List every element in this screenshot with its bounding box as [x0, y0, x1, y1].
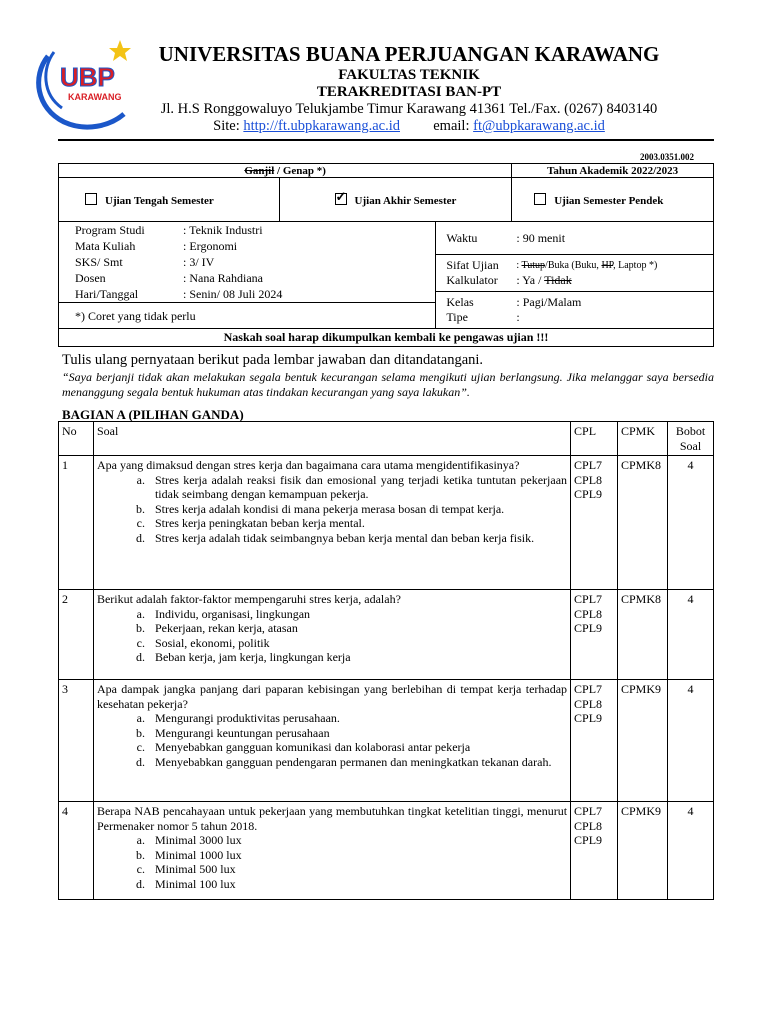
option-text: Stres kerja adalah tidak seimbangnya beban kerja mental dan beban kerja fisik. — [154, 530, 535, 545]
checkbox-checked-icon[interactable] — [335, 193, 347, 205]
cpl-code: CPL9 — [574, 711, 603, 725]
sifat-hp: HP — [601, 260, 614, 271]
logo-subtext: KARAWANG — [68, 92, 122, 102]
question-text: Apa dampak jangka panjang dari paparan kebisingan yang berlebihan di tempat kerja terhadap kesehatan pekerja? — [96, 682, 568, 711]
question-cpmk: CPMK9 — [618, 680, 668, 802]
question-content — [93, 590, 570, 680]
waktu-cell — [436, 222, 714, 255]
exam-type-uas[interactable] — [279, 178, 512, 222]
question-cpl — [571, 456, 618, 590]
option-item — [97, 848, 567, 863]
options-list — [97, 833, 567, 891]
doc-code: 2003.0351.002 — [640, 152, 694, 162]
email-link[interactable]: ft@ubpkarawang.ac.id — [473, 118, 605, 134]
question-row — [59, 680, 714, 802]
option-letter: b. — [135, 725, 145, 740]
options-list — [97, 607, 567, 665]
option-text: Stres kerja adalah reaksi fisik dan emosional yang terjadi ketika tuntutan pekerjaan tidak seimbang dengan kemampuan pekerja. — [154, 472, 568, 501]
question-number: 2 — [59, 590, 94, 680]
site-line — [0, 118, 768, 135]
cpl-code: CPL7 — [574, 682, 603, 696]
cpl-code: CPL8 — [574, 818, 603, 833]
exam-type-label: Ujian Tengah Semester — [105, 194, 214, 207]
kelas-value: : Pagi/Malam — [516, 295, 582, 309]
accreditation: TERAKREDITASI BAN-PT — [316, 84, 502, 100]
option-letter: d. — [135, 876, 145, 891]
option-letter: b. — [135, 621, 145, 635]
faculty-name: FAKULTAS TEKNIK — [338, 67, 480, 83]
option-letter: d. — [135, 754, 145, 769]
kalkulator-ya: : Ya / — [516, 273, 545, 287]
pledge-instruction: Tulis ulang pernyataan berikut pada lembar jawaban dan ditandatangani. — [62, 352, 484, 368]
site-label: Site: — [213, 118, 240, 134]
option-letter: a. — [136, 833, 145, 847]
question-cpl — [571, 802, 618, 900]
option-text: Mengurangi produktivitas perusahaan. — [154, 711, 340, 725]
sifat-laptop: , Laptop *) — [613, 260, 658, 271]
site-link[interactable]: http://ft.ubpkarawang.ac.id — [243, 118, 400, 134]
exam-type-uts[interactable] — [59, 178, 280, 222]
option-letter: c. — [136, 740, 145, 754]
option-letter: d. — [135, 650, 145, 664]
semester-genap: / Genap *) — [274, 164, 326, 177]
sifat-value — [516, 258, 657, 273]
option-text: Stres kerja adalah kondisi di mana pekerja merasa bosan di tempat kerja. — [154, 501, 505, 516]
email-label: email: — [433, 118, 470, 134]
option-item — [97, 516, 567, 531]
option-letter: c. — [136, 516, 145, 530]
field-sks — [75, 254, 435, 270]
question-cpmk: CPMK9 — [618, 802, 668, 900]
question-cpmk: CPMK8 — [618, 590, 668, 680]
option-text: Minimal 3000 lux — [154, 833, 242, 847]
option-item — [97, 755, 567, 770]
course-details — [59, 222, 436, 329]
sifat-buka: /Buka (Buku, — [545, 260, 602, 271]
option-item — [97, 621, 567, 636]
cpl-code: CPL7 — [574, 592, 603, 606]
option-item — [97, 711, 567, 726]
semester-ganjil: Ganjil — [244, 164, 275, 177]
logo-text: UBP — [60, 62, 115, 92]
option-item — [97, 502, 567, 517]
option-text: Minimal 500 lux — [154, 862, 236, 876]
option-item — [97, 726, 567, 741]
field-dosen — [75, 270, 435, 286]
question-cpmk: CPMK8 — [618, 456, 668, 590]
header-bobot: Bobot Soal — [667, 422, 713, 456]
exam-info-table — [58, 163, 714, 347]
field-key: Hari/Tanggal — [75, 287, 139, 301]
option-letter: a. — [136, 472, 145, 487]
cpl-code: CPL7 — [574, 804, 603, 818]
field-value: : Nana Rahdiana — [183, 271, 263, 285]
question-number: 1 — [59, 456, 94, 590]
field-hari-tanggal — [59, 286, 435, 303]
header-no: No — [59, 422, 94, 456]
section-title: BAGIAN A (PILIHAN GANDA) — [62, 407, 244, 422]
sifat-ujian-cell — [436, 255, 714, 292]
option-item — [97, 531, 567, 546]
exam-type-label: Ujian Semester Pendek — [554, 194, 664, 207]
header-rule — [58, 139, 714, 141]
option-item — [97, 877, 567, 892]
kelas-tipe-cell — [436, 292, 714, 329]
option-letter: c. — [136, 862, 145, 876]
field-value: : 3/ IV — [183, 255, 215, 269]
question-number: 4 — [59, 802, 94, 900]
option-letter: b. — [135, 501, 145, 516]
question-content — [93, 456, 570, 590]
option-text: Minimal 100 lux — [154, 876, 236, 891]
question-text: Apa yang dimaksud dengan stres kerja dan bagaimana cara utama mengidentifikasinya? — [96, 458, 520, 472]
question-row — [59, 456, 714, 590]
field-key: Program Studi — [75, 223, 145, 237]
kelas-label: Kelas — [446, 295, 474, 309]
option-text: Individu, organisasi, lingkungan — [154, 606, 311, 621]
question-text: Berikut adalah faktor-faktor mempengaruhi stres kerja, adalah? — [96, 592, 401, 606]
option-text: Minimal 1000 lux — [154, 847, 242, 862]
question-content — [93, 802, 570, 900]
checkbox-icon[interactable] — [534, 193, 546, 205]
option-item — [97, 862, 567, 877]
option-text: Menyebabkan gangguan komunikasi dan kolaborasi antar pekerja — [154, 740, 471, 754]
collection-notice: Naskah soal harap dikumpulkan kembali ke pengawas ujian !!! — [59, 329, 714, 347]
exam-type-usp[interactable] — [512, 178, 714, 222]
address: Jl. H.S Ronggowaluyo Telukjambe Timur Karawang 41361 Tel./Fax. (0267) 8403140 — [160, 101, 658, 117]
kalkulator-tidak: Tidak — [544, 273, 572, 287]
option-item — [97, 607, 567, 622]
tipe-value: : — [516, 310, 520, 324]
option-text: Beban kerja, jam kerja, lingkungan kerja — [154, 650, 351, 664]
option-text: Pekerjaan, rekan kerja, atasan — [154, 621, 298, 635]
pledge-statement: “Saya berjanji tidak akan melakukan segala bentuk kecurangan selama mengikuti ujian berlangsung. Jika melanggar saya bersedia menanggung segala bentuk hukuman atas tindakan kecurangan yang saya lakukan”. — [62, 370, 714, 399]
kalkulator-label: Kalkulator — [446, 273, 498, 287]
field-program-studi — [75, 222, 435, 238]
exam-type-label: Ujian Akhir Semester — [354, 194, 457, 207]
strike-note: *) Coret yang tidak perlu — [75, 309, 196, 323]
cpl-code: CPL9 — [574, 621, 603, 635]
sifat-colon: : — [516, 260, 522, 271]
sifat-tutup: Tutup — [521, 260, 546, 271]
option-text: Mengurangi keuntungan perusahaan — [154, 725, 330, 740]
question-bobot: 4 — [667, 680, 713, 802]
option-letter: a. — [136, 711, 145, 725]
sifat-label: Sifat Ujian — [446, 258, 499, 272]
question-bobot: 4 — [667, 802, 713, 900]
question-text: Berapa NAB pencahayaan untuk pekerjaan yang membutuhkan tingkat ketelitian tinggi, menurut Permenaker nomor 5 tahun 2018. — [96, 804, 568, 833]
question-bobot: 4 — [667, 456, 713, 590]
question-cpl — [571, 590, 618, 680]
option-text: Menyebabkan gangguan pendengaran permanen dan meningkatkan tekanan darah. — [154, 754, 552, 769]
field-value: : Ergonomi — [183, 239, 238, 253]
option-item — [97, 473, 567, 502]
header-cpmk: CPMK — [618, 422, 668, 456]
field-key: Dosen — [75, 271, 106, 285]
option-letter: a. — [136, 606, 145, 621]
header-cpl: CPL — [571, 422, 618, 456]
waktu-value: : 90 menit — [516, 230, 566, 245]
cpl-code: CPL8 — [574, 606, 603, 621]
question-bobot: 4 — [667, 590, 713, 680]
question-row — [59, 590, 714, 680]
options-list — [97, 473, 567, 546]
field-mata-kuliah — [75, 238, 435, 254]
semester-cell — [59, 164, 512, 178]
option-item — [97, 636, 567, 651]
options-list — [97, 711, 567, 769]
university-name: UNIVERSITAS BUANA PERJUANGAN KARAWANG — [158, 42, 660, 66]
cpl-code: CPL8 — [574, 696, 603, 711]
field-value: : Senin/ 08 Juli 2024 — [183, 287, 283, 301]
academic-year: Tahun Akademik 2022/2023 — [512, 164, 714, 178]
field-key: SKS/ Smt — [75, 255, 123, 269]
questions-table — [58, 421, 714, 900]
question-content — [93, 680, 570, 802]
option-letter: c. — [136, 635, 145, 650]
question-number: 3 — [59, 680, 94, 802]
checkbox-icon[interactable] — [85, 193, 97, 205]
tipe-label: Tipe — [446, 310, 468, 324]
option-text: Stres kerja peningkatan beban kerja mental. — [154, 516, 365, 530]
option-item — [97, 740, 567, 755]
cpl-code: CPL9 — [574, 833, 603, 847]
option-item — [97, 650, 567, 665]
cpl-code: CPL8 — [574, 472, 603, 487]
kalkulator-value — [516, 273, 571, 288]
waktu-label: Waktu — [446, 230, 478, 245]
option-letter: b. — [135, 847, 145, 862]
field-key: Mata Kuliah — [75, 239, 136, 253]
option-letter: d. — [135, 530, 145, 545]
option-item — [97, 833, 567, 848]
field-value: : Teknik Industri — [183, 223, 263, 237]
question-cpl — [571, 680, 618, 802]
cpl-code: CPL7 — [574, 458, 603, 472]
question-row — [59, 802, 714, 900]
option-text: Sosial, ekonomi, politik — [154, 635, 270, 650]
header-soal: Soal — [93, 422, 570, 456]
cpl-code: CPL9 — [574, 487, 603, 501]
